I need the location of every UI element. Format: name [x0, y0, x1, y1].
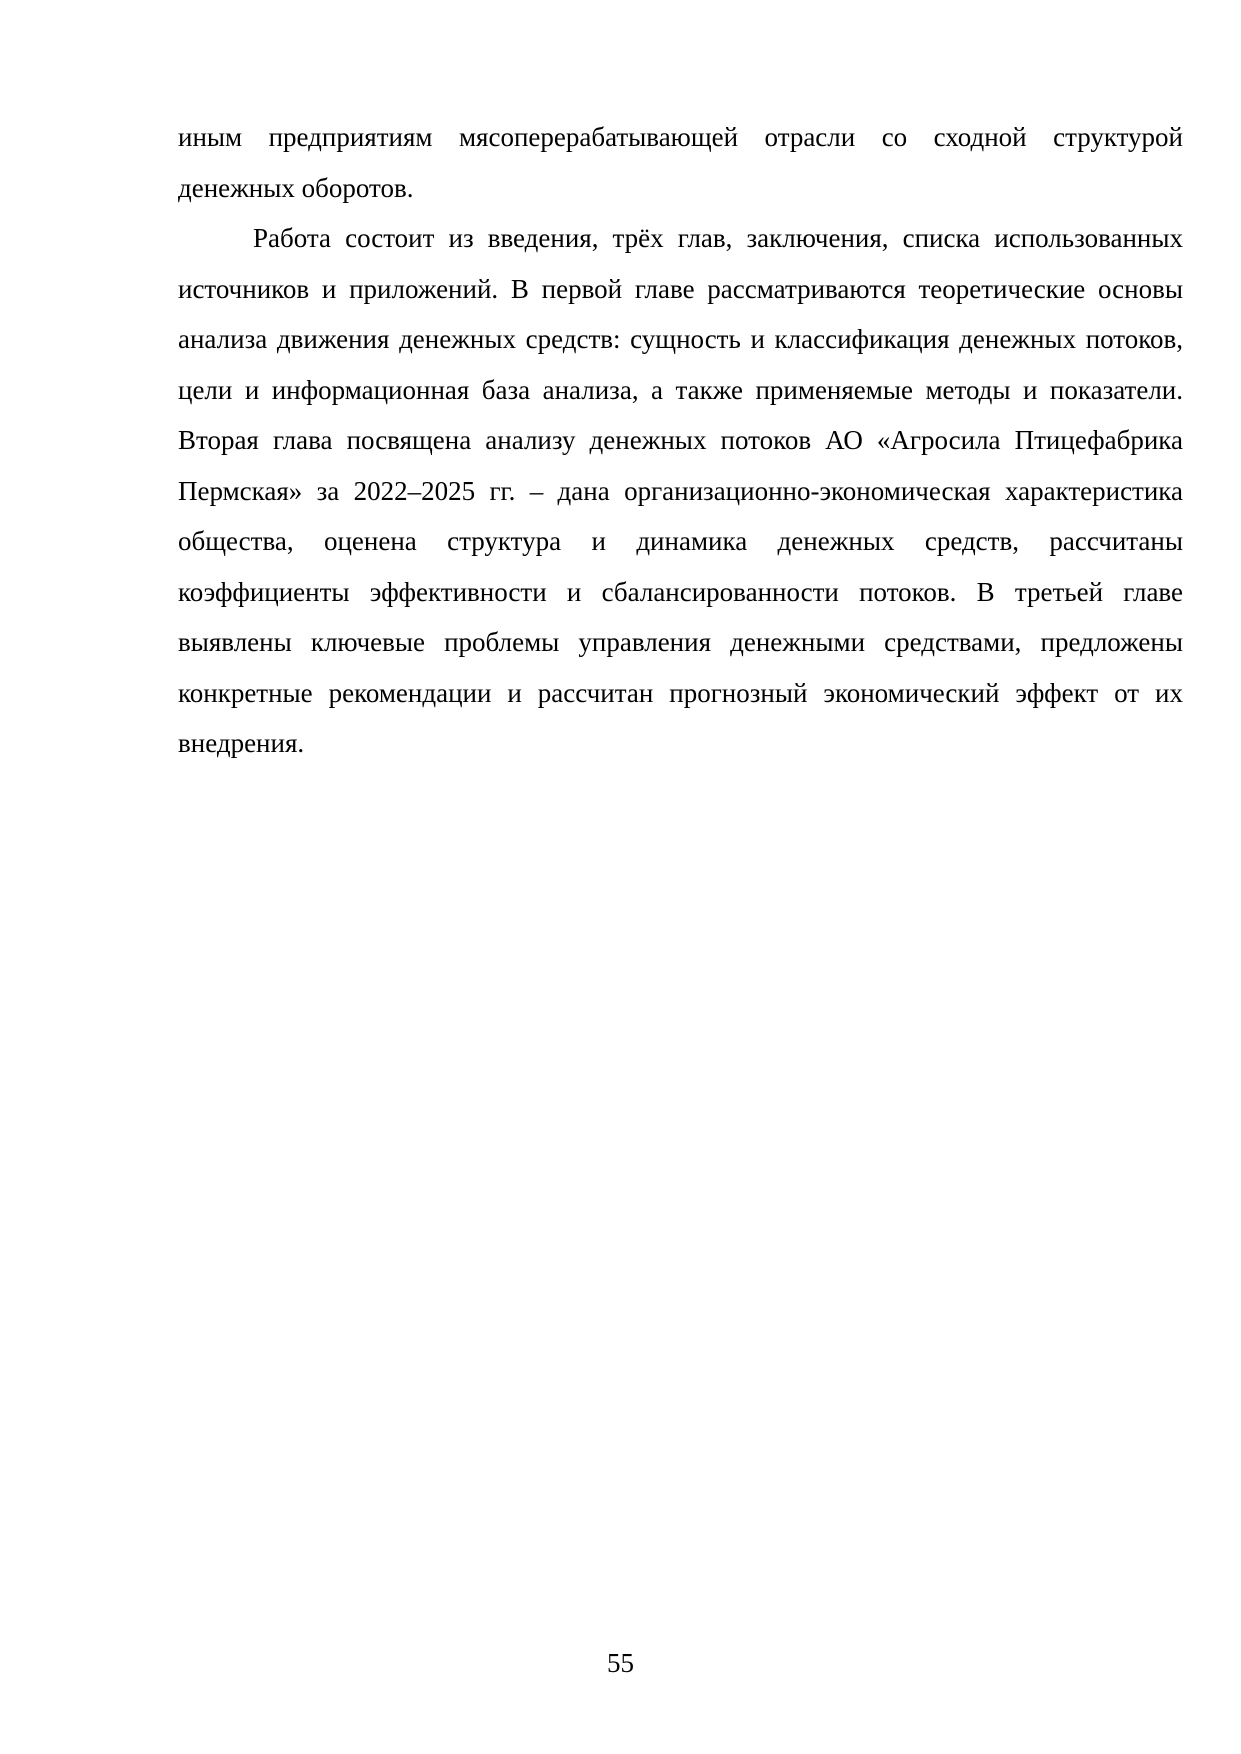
- body-text: [178, 112, 1183, 769]
- paragraph-structure-summary: Работа состоит из введения, трёх глав, заключения, списка использованных источников и приложений. В первой главе рассматриваются теоретические основы анализа движения денежных средств: сущность и классификация денежных потоков, цели и информационная база анализа, а также применяемые методы и показатели. Вторая глава посвящена анализу денежных потоков АО «Агросила Птицефабрика Пермская» за 2022–2025 гг. – дана организационно-экономическая характеристика общества, оценена структура и динамика денежных средств, рассчитаны коэффициенты эффективности и сбалансированности потоков. В третьей главе выявлены ключевые проблемы управления денежными средствами, предложены конкретные рекомендации и рассчитан прогнозный экономический эффект от их внедрения.: [178, 223, 1183, 758]
- paragraph-continuation: иным предприятиям мясоперерабатывающей отрасли со сходной структурой денежных оборотов.: [178, 122, 1183, 203]
- page-number: 55: [607, 1648, 634, 1678]
